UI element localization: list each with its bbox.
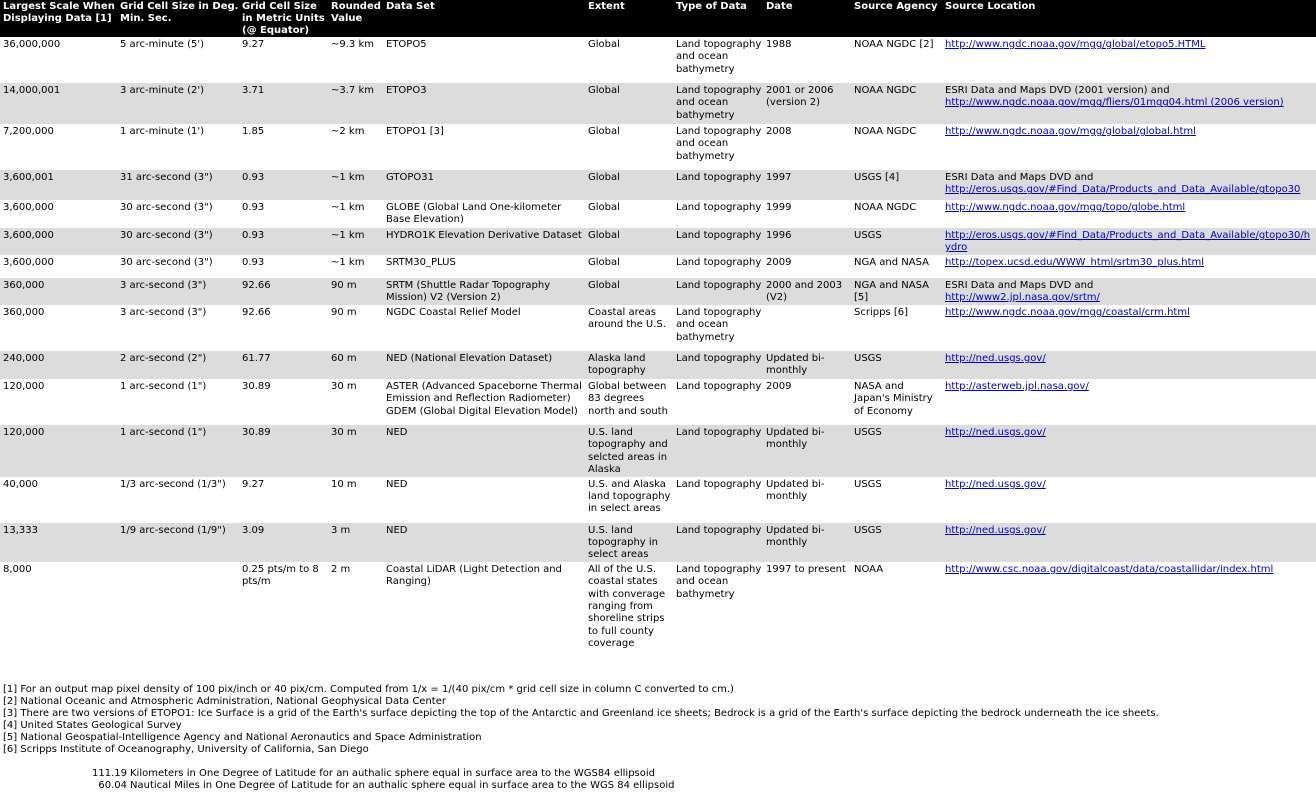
cell-data-set: NED xyxy=(383,523,585,562)
cell-extent: Alaska land topography xyxy=(585,351,673,379)
cell-date: 1996 xyxy=(763,228,851,255)
table-row xyxy=(0,124,1316,170)
cell-grid-cell-metric: 0.25 pts/m to 8 pts/m xyxy=(239,562,328,652)
cell-largest-scale: 13,333 xyxy=(0,523,117,562)
cell-grid-cell-deg: 3 arc-second (3") xyxy=(117,305,239,351)
cell-rounded-value: 30 m xyxy=(328,425,383,477)
cell-date xyxy=(763,305,851,351)
cell-grid-cell-metric: 9.27 xyxy=(239,37,328,83)
cell-grid-cell-metric: 3.71 xyxy=(239,83,328,124)
header-date: Date xyxy=(763,0,851,37)
table-row xyxy=(0,477,1316,523)
cell-extent: U.S. land topography and selcted areas in Alaska xyxy=(585,425,673,477)
cell-source-location xyxy=(942,124,1316,170)
cell-grid-cell-deg: 30 arc-second (3") xyxy=(117,228,239,255)
cell-type-of-data: Land topography xyxy=(673,255,763,278)
cell-largest-scale: 360,000 xyxy=(0,278,117,305)
cell-type-of-data: Land topography and ocean bathymetry xyxy=(673,37,763,83)
cell-extent: Global xyxy=(585,228,673,255)
cell-type-of-data: Land topography and ocean bathymetry xyxy=(673,83,763,124)
cell-largest-scale: 40,000 xyxy=(0,477,117,523)
table-row xyxy=(0,37,1316,83)
table-row xyxy=(0,278,1316,305)
cell-extent: Global xyxy=(585,37,673,83)
source-location-link[interactable]: http://www.ngdc.noaa.gov/mgg/fliers/01mgg04.html (2006 version) xyxy=(945,97,1284,109)
cell-data-set: NED xyxy=(383,425,585,477)
footnote: [3] There are two versions of ETOPO1: Ice Surface is a grid of the Earth's surface depicting the top of the Antarctic and Greenland ice sheets; Bedrock is a grid of the Earth's surface depicting the bedrock underneath the ice sheets. xyxy=(3,708,1159,719)
source-location-link[interactable]: http://ned.usgs.gov/ xyxy=(945,478,1046,490)
cell-rounded-value: ~1 km xyxy=(328,228,383,255)
cell-data-set: NED (National Elevation Dataset) xyxy=(383,351,585,379)
footnotes xyxy=(3,684,1159,756)
source-location-link[interactable]: http://ned.usgs.gov/ xyxy=(945,353,1046,364)
header-row xyxy=(0,0,1316,37)
cell-data-set: ETOPO5 xyxy=(383,37,585,83)
source-location-link[interactable]: http://www.ngdc.noaa.gov/mgg/global/etopo5.HTML xyxy=(945,39,1206,50)
conversion-constants xyxy=(80,768,674,792)
source-location-text: ESRI Data and Maps DVD (2001 version) and xyxy=(945,85,1170,96)
cell-source-agency: USGS xyxy=(851,425,942,477)
header-data-set: Data Set xyxy=(383,0,585,37)
cell-source-agency: NOAA NGDC [2] xyxy=(851,37,942,83)
cell-source-agency: USGS xyxy=(851,228,942,255)
source-location-text: ESRI Data and Maps DVD and xyxy=(945,172,1094,183)
cell-source-location xyxy=(942,170,1316,200)
cell-rounded-value: ~9.3 km xyxy=(328,37,383,83)
cell-grid-cell-metric: 1.85 xyxy=(239,124,328,170)
header-type-of-data: Type of Data xyxy=(673,0,763,37)
cell-largest-scale: 3,600,000 xyxy=(0,255,117,278)
cell-rounded-value: 10 m xyxy=(328,477,383,523)
cell-source-location xyxy=(942,523,1316,562)
cell-date: Updated bi-monthly xyxy=(763,523,851,562)
cell-grid-cell-metric: 92.66 xyxy=(239,278,328,305)
cell-date: Updated bi-monthly xyxy=(763,477,851,523)
cell-date: 1997 xyxy=(763,170,851,200)
constant-description: Kilometers in One Degree of Latitude for an authalic sphere equal in surface area to the WGS84 ellipsoid xyxy=(130,768,656,779)
cell-date: 2009 xyxy=(763,255,851,278)
cell-grid-cell-deg: 1 arc-second (1") xyxy=(117,379,239,425)
cell-source-location xyxy=(942,37,1316,83)
cell-grid-cell-metric: 92.66 xyxy=(239,305,328,351)
table-row xyxy=(0,255,1316,278)
cell-rounded-value: ~3.7 km xyxy=(328,83,383,124)
source-location-link[interactable]: http://asterweb.jpl.nasa.gov/ xyxy=(945,381,1089,392)
cell-date: 2000 and 2003 (V2) xyxy=(763,278,851,305)
cell-largest-scale: 3,600,001 xyxy=(0,170,117,200)
header-extent: Extent xyxy=(585,0,673,37)
cell-extent: U.S. and Alaska land topography in select areas xyxy=(585,477,673,523)
cell-source-location xyxy=(942,278,1316,305)
cell-extent: Coastal areas around the U.S. xyxy=(585,305,673,351)
table-row xyxy=(0,351,1316,379)
cell-grid-cell-deg xyxy=(117,562,239,652)
cell-grid-cell-deg: 30 arc-second (3") xyxy=(117,255,239,278)
cell-source-location xyxy=(942,351,1316,379)
cell-source-location xyxy=(942,477,1316,523)
header-source-agency: Source Agency xyxy=(851,0,942,37)
cell-type-of-data: Land topography xyxy=(673,477,763,523)
cell-grid-cell-metric: 0.93 xyxy=(239,228,328,255)
cell-rounded-value: 90 m xyxy=(328,305,383,351)
cell-source-agency: Scripps [6] xyxy=(851,305,942,351)
cell-grid-cell-metric: 30.89 xyxy=(239,379,328,425)
source-location-link[interactable]: http://www.ngdc.noaa.gov/mgg/topo/globe.html xyxy=(945,202,1186,213)
source-location-link[interactable]: http://topex.ucsd.edu/WWW_html/srtm30_plus.html xyxy=(945,257,1205,268)
cell-source-agency: NOAA NGDC xyxy=(851,200,942,228)
cell-source-agency: NOAA xyxy=(851,562,942,652)
constant-value: 60.04 xyxy=(98,780,127,791)
cell-source-location xyxy=(942,255,1316,278)
cell-date: 1988 xyxy=(763,37,851,83)
cell-data-set: ETOPO1 [3] xyxy=(383,124,585,170)
cell-extent: Global xyxy=(585,255,673,278)
cell-extent: Global xyxy=(585,278,673,305)
cell-grid-cell-deg: 30 arc-second (3") xyxy=(117,200,239,228)
source-location-link[interactable]: http://eros.usgs.gov/#Find_Data/Products_and_Data_Available/gtopo30/hydro xyxy=(945,230,1311,254)
cell-type-of-data: Land topography xyxy=(673,351,763,379)
source-location-link[interactable]: http://ned.usgs.gov/ xyxy=(945,427,1046,438)
cell-source-agency: USGS xyxy=(851,477,942,523)
source-location-link[interactable]: http://www.ngdc.noaa.gov/mgg/coastal/crm.html xyxy=(945,307,1190,318)
constant-description: Nautical Miles in One Degree of Latitude for an authalic sphere equal in surface area to the WGS 84 ellipsoid xyxy=(130,780,675,791)
source-location-link[interactable]: http://www2.jpl.nasa.gov/srtm/ xyxy=(945,292,1100,304)
cell-source-agency: USGS xyxy=(851,351,942,379)
cell-date: 2008 xyxy=(763,124,851,170)
cell-largest-scale: 240,000 xyxy=(0,351,117,379)
cell-data-set: NED xyxy=(383,477,585,523)
cell-extent: Global between 83 degrees north and south xyxy=(585,379,673,425)
cell-grid-cell-deg: 1/3 arc-second (1/3") xyxy=(117,477,239,523)
source-location-link[interactable]: http://www.ngdc.noaa.gov/mgg/global/global.html xyxy=(945,126,1196,137)
cell-rounded-value: 90 m xyxy=(328,278,383,305)
cell-type-of-data: Land topography xyxy=(673,228,763,255)
cell-largest-scale: 360,000 xyxy=(0,305,117,351)
cell-date: Updated bi-monthly xyxy=(763,425,851,477)
constant-line xyxy=(80,780,674,792)
cell-data-set: SRTM30_PLUS xyxy=(383,255,585,278)
cell-grid-cell-metric: 61.77 xyxy=(239,351,328,379)
table-row xyxy=(0,200,1316,228)
table-row xyxy=(0,83,1316,124)
cell-grid-cell-metric: 0.93 xyxy=(239,170,328,200)
footnote: [5] National Geospatial-Intelligence Agency and National Aeronautics and Space Administration xyxy=(3,732,482,743)
table-row xyxy=(0,305,1316,351)
cell-grid-cell-deg: 1/9 arc-second (1/9") xyxy=(117,523,239,562)
cell-grid-cell-metric: 30.89 xyxy=(239,425,328,477)
table-row xyxy=(0,379,1316,425)
cell-source-agency: NOAA NGDC xyxy=(851,83,942,124)
cell-largest-scale: 7,200,000 xyxy=(0,124,117,170)
cell-source-agency: USGS xyxy=(851,523,942,562)
cell-extent: U.S. land topography in select areas xyxy=(585,523,673,562)
cell-type-of-data: Land topography xyxy=(673,379,763,425)
cell-source-location xyxy=(942,200,1316,228)
cell-source-agency: NGA and NASA [5] xyxy=(851,278,942,305)
header-grid-cell-metric: Grid Cell Size in Metric Units (@ Equator) xyxy=(239,0,328,37)
cell-type-of-data: Land topography and ocean bathymetry xyxy=(673,305,763,351)
table-row xyxy=(0,562,1316,652)
cell-source-location xyxy=(942,228,1316,255)
cell-largest-scale: 3,600,000 xyxy=(0,200,117,228)
cell-type-of-data: Land topography xyxy=(673,278,763,305)
table-row xyxy=(0,425,1316,477)
cell-rounded-value: 3 m xyxy=(328,523,383,562)
cell-grid-cell-metric: 0.93 xyxy=(239,255,328,278)
footnote: [4] United States Geological Survey xyxy=(3,720,182,731)
cell-source-agency: USGS [4] xyxy=(851,170,942,200)
cell-source-location xyxy=(942,562,1316,652)
constant-line xyxy=(80,768,674,780)
source-location-link[interactable]: http://ned.usgs.gov/ xyxy=(945,524,1046,536)
cell-data-set: SRTM (Shuttle Radar Topography Mission) V2 (Version 2) xyxy=(383,278,585,305)
cell-largest-scale: 3,600,000 xyxy=(0,228,117,255)
cell-data-set: Coastal LiDAR (Light Detection and Ranging) xyxy=(383,562,585,652)
cell-data-set: GLOBE (Global Land One-kilometer Base Elevation) xyxy=(383,200,585,228)
cell-grid-cell-deg: 3 arc-second (3") xyxy=(117,278,239,305)
cell-grid-cell-metric: 0.93 xyxy=(239,200,328,228)
cell-source-location xyxy=(942,305,1316,351)
cell-grid-cell-metric: 3.09 xyxy=(239,523,328,562)
source-location-link[interactable]: http://eros.usgs.gov/#Find_Data/Products_and_Data_Available/gtopo30 xyxy=(945,184,1301,196)
cell-type-of-data: Land topography xyxy=(673,425,763,477)
cell-grid-cell-deg: 31 arc-second (3") xyxy=(117,170,239,200)
cell-rounded-value: 60 m xyxy=(328,351,383,379)
header-largest-scale: Largest Scale When Displaying Data [1] xyxy=(0,0,117,37)
cell-largest-scale: 120,000 xyxy=(0,425,117,477)
cell-type-of-data: Land topography and ocean bathymetry xyxy=(673,562,763,652)
cell-rounded-value: ~2 km xyxy=(328,124,383,170)
source-location-text: ESRI Data and Maps DVD and xyxy=(945,280,1094,291)
cell-data-set: HYDRO1K Elevation Derivative Dataset xyxy=(383,228,585,255)
cell-largest-scale: 14,000,001 xyxy=(0,83,117,124)
source-location-link[interactable]: http://www.csc.noaa.gov/digitalcoast/data/coastallidar/index.html xyxy=(945,563,1274,575)
cell-type-of-data: Land topography xyxy=(673,170,763,200)
cell-largest-scale: 120,000 xyxy=(0,379,117,425)
cell-grid-cell-metric: 9.27 xyxy=(239,477,328,523)
cell-extent: Global xyxy=(585,170,673,200)
cell-extent: Global xyxy=(585,124,673,170)
cell-grid-cell-deg: 5 arc-minute (5') xyxy=(117,37,239,83)
cell-date: 2001 or 2006 (version 2) xyxy=(763,83,851,124)
cell-extent: Global xyxy=(585,200,673,228)
cell-data-set: NGDC Coastal Relief Model xyxy=(383,305,585,351)
cell-largest-scale: 8,000 xyxy=(0,562,117,652)
cell-grid-cell-deg: 3 arc-minute (2') xyxy=(117,83,239,124)
cell-data-set: ETOPO3 xyxy=(383,83,585,124)
cell-source-agency: NGA and NASA xyxy=(851,255,942,278)
cell-source-agency: NASA and Japan's Ministry of Economy xyxy=(851,379,942,425)
cell-source-location xyxy=(942,83,1316,124)
cell-source-location xyxy=(942,379,1316,425)
cell-rounded-value: 30 m xyxy=(328,379,383,425)
cell-extent: Global xyxy=(585,83,673,124)
cell-data-set: GTOPO31 xyxy=(383,170,585,200)
cell-source-location xyxy=(942,425,1316,477)
footnote: [6] Scripps Institute of Oceanography, University of California, San Diego xyxy=(3,744,369,755)
cell-data-set: ASTER (Advanced Spaceborne Thermal Emission and Reflection Radiometer) GDEM (Global Digital Elevation Model) xyxy=(383,379,585,425)
footnote: [1] For an output map pixel density of 100 pix/inch or 40 pix/cm. Computed from 1/x = 1/(40 pix/cm * grid cell size in column C converted to cm.) xyxy=(3,684,734,695)
cell-date: Updated bi-monthly xyxy=(763,351,851,379)
cell-source-agency: NOAA NGDC xyxy=(851,124,942,170)
cell-grid-cell-deg: 2 arc-second (2") xyxy=(117,351,239,379)
cell-rounded-value: ~1 km xyxy=(328,200,383,228)
cell-type-of-data: Land topography and ocean bathymetry xyxy=(673,124,763,170)
cell-type-of-data: Land topography xyxy=(673,200,763,228)
footnote: [2] National Oceanic and Atmospheric Administration, National Geophysical Data Center xyxy=(3,696,446,707)
table-row xyxy=(0,170,1316,200)
header-rounded-value: Rounded Value xyxy=(328,0,383,37)
cell-type-of-data: Land topography xyxy=(673,523,763,562)
cell-largest-scale: 36,000,000 xyxy=(0,37,117,83)
table-row xyxy=(0,523,1316,562)
cell-rounded-value: ~1 km xyxy=(328,255,383,278)
cell-extent: All of the U.S. coastal states with converage ranging from shoreline strips to full county coverage xyxy=(585,562,673,652)
cell-date: 2009 xyxy=(763,379,851,425)
cell-grid-cell-deg: 1 arc-minute (1') xyxy=(117,124,239,170)
header-source-location: Source Location xyxy=(942,0,1316,37)
cell-date: 1997 to present xyxy=(763,562,851,652)
constant-value: 111.19 xyxy=(92,768,127,779)
header-grid-cell-deg: Grid Cell Size in Deg. Min. Sec. xyxy=(117,0,239,37)
table-row xyxy=(0,228,1316,255)
cell-date: 1999 xyxy=(763,200,851,228)
cell-grid-cell-deg: 1 arc-second (1") xyxy=(117,425,239,477)
cell-rounded-value: ~1 km xyxy=(328,170,383,200)
cell-rounded-value: 2 m xyxy=(328,562,383,652)
